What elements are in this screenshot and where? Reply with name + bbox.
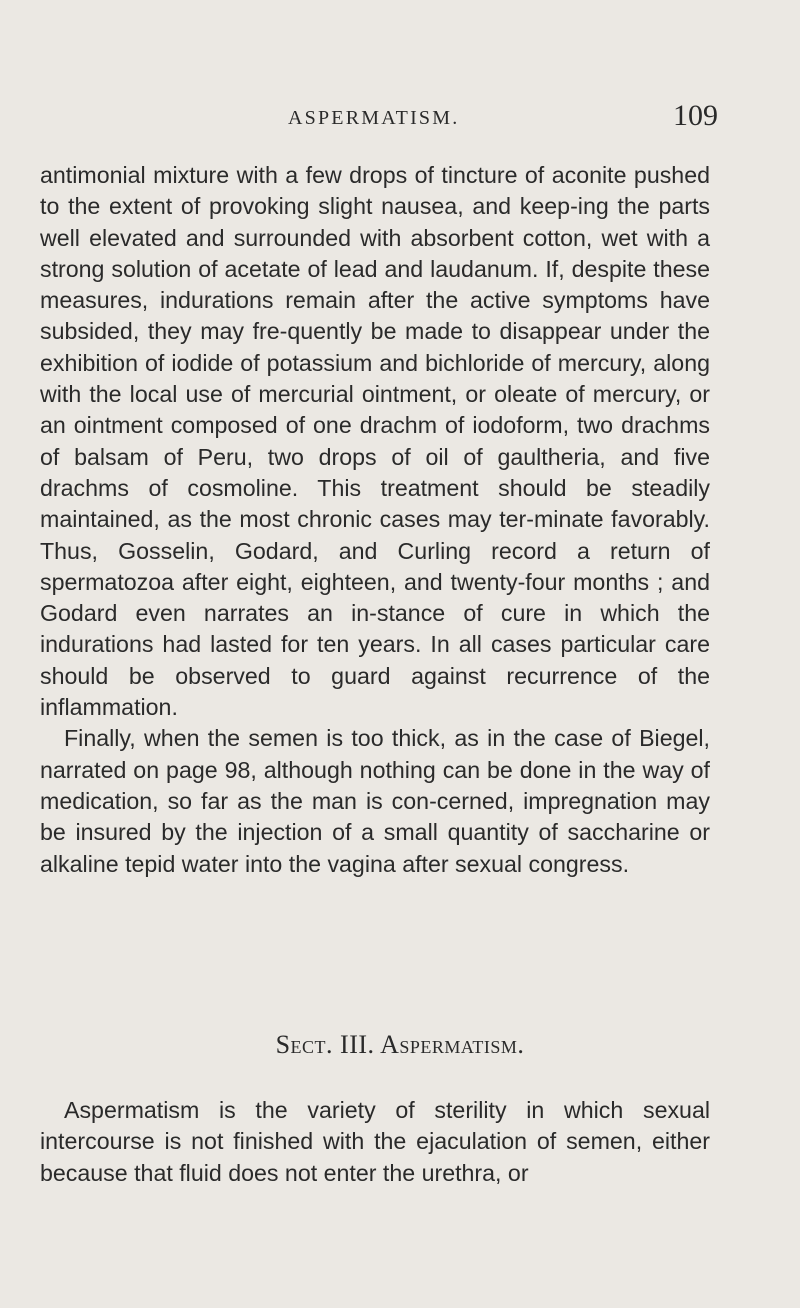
paragraph-2: Finally, when the semen is too thick, as in the case of Biegel, narrated on page 98, although nothing can be done in the way of medication, so far as the man is con-cerned, impregnation may be insured by the injection of a small quantity of saccharine or alkaline tepid water into the vagina after sexual congress. <box>40 725 710 877</box>
running-head: ASPERMATISM. <box>288 107 460 129</box>
page-number: 109 <box>673 99 718 132</box>
body-text <box>40 160 710 880</box>
section-heading: Sect. III. Aspermatism. <box>275 1030 525 1059</box>
paragraph-1: antimonial mixture with a few drops of tincture of aconite pushed to the extent of provoking slight nausea, and keep-ing the parts well elevated and surrounded with absorbent cotton, wet with a strong solution of acetate of lead and laudanum. If, despite these measures, indurations remain after the active symptoms have subsided, they may fre-quently be made to disappear under the exhibition of iodide of potassium and bichloride of mercury, along with the local use of mercurial ointment, or oleate of mercury, or an ointment composed of one drachm of iodoform, two drachms of balsam of Peru, two drops of oil of gaultheria, and five drachms of cosmoline. This treatment should be steadily maintained, as the most chronic cases may ter-minate favorably. Thus, Gosselin, Godard, and Curling record a return of spermatozoa after eight, eighteen, and twenty-four months ; and Godard even narrates an in-stance of cure in which the indurations had lasted for ten years. In all cases particular care should be observed to guard against recurrence of the inflammation. <box>40 162 710 721</box>
section-paragraph: Aspermatism is the variety of sterility in which sexual intercourse is not finished with the ejaculation of semen, either because that fluid does not enter the urethra, or <box>40 1097 710 1186</box>
section-body-text <box>40 1095 710 1189</box>
